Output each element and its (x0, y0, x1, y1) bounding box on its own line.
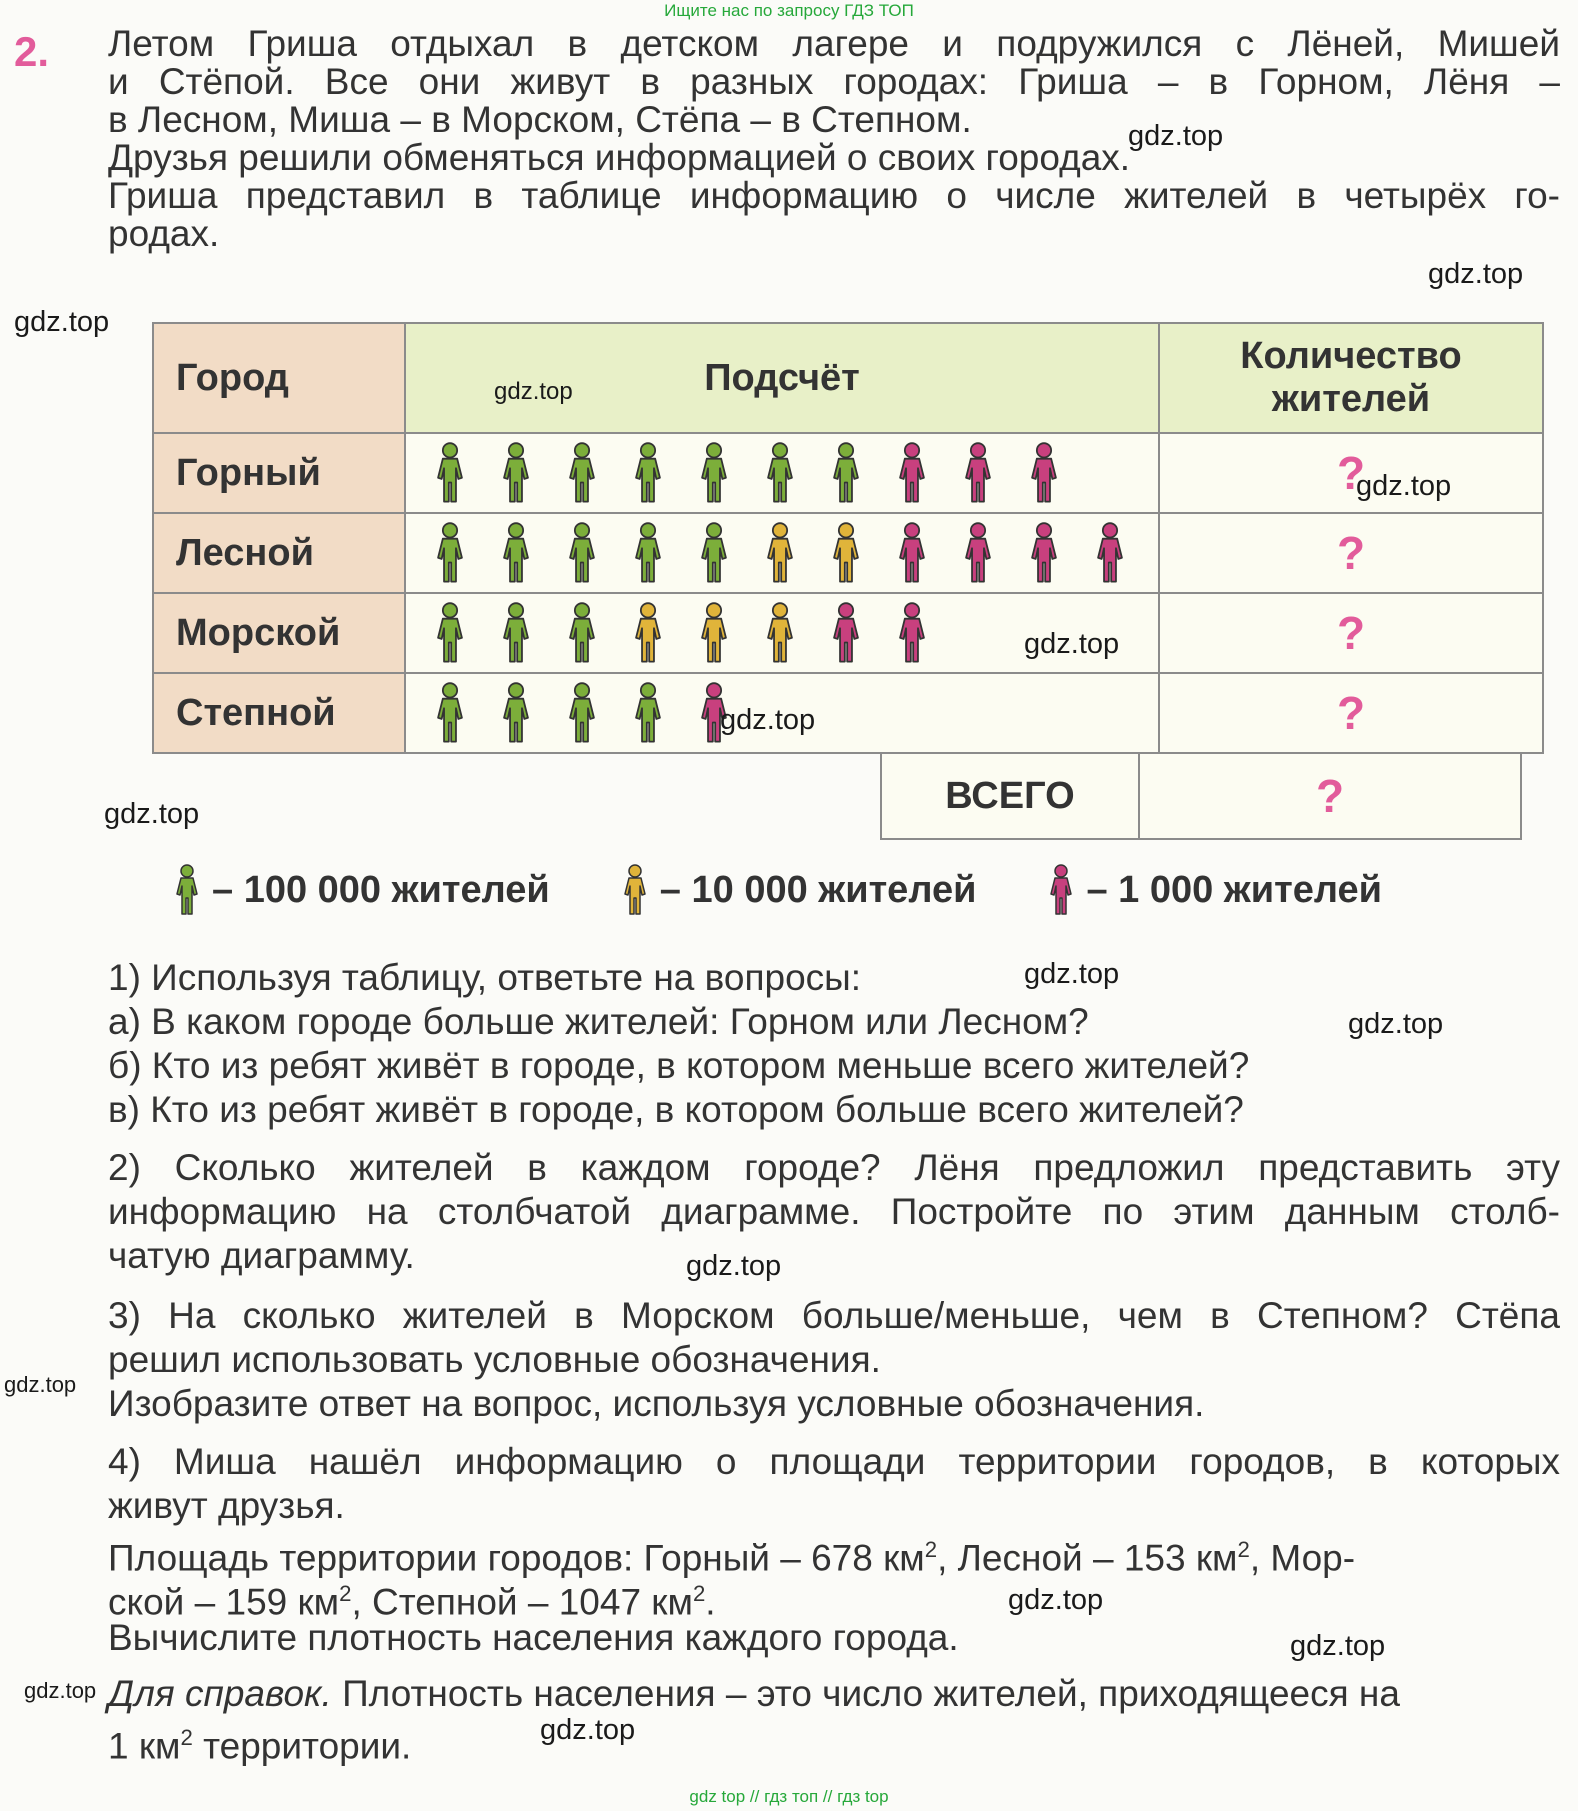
person-green-icon (682, 522, 746, 584)
watermark: gdz.top (104, 798, 200, 830)
person-green-icon (616, 442, 680, 504)
intro-line: Друзья решили обменяться информацией о своих городах. (108, 137, 1131, 178)
person-yellow-icon (748, 522, 812, 584)
top-banner: Ищите нас по запросу ГДЗ ТОП (664, 1, 914, 20)
person-green-icon (748, 442, 812, 504)
people-cell: ? (1159, 593, 1543, 673)
table-header-row (153, 323, 1543, 433)
person-green-icon (484, 522, 548, 584)
person-green-icon (550, 442, 614, 504)
person-pink-icon (1012, 522, 1076, 584)
question-4: Вычислите плотность населения каждого города. (108, 1617, 959, 1658)
watermark: gdz.top (686, 1250, 782, 1282)
watermark: gdz.top (494, 378, 573, 405)
total-label: ВСЕГО (882, 754, 1140, 838)
person-yellow-icon (814, 522, 878, 584)
question-3: Изобразите ответ на вопрос, используя условные обозначения. (108, 1383, 1205, 1424)
legend-item: – 100 000 жителей (166, 864, 550, 916)
person-yellow-icon (614, 864, 656, 916)
person-pink-icon (946, 442, 1010, 504)
watermark: gdz.top (1290, 1630, 1386, 1662)
watermark: gdz.top (1128, 120, 1224, 152)
people-cell: ? (1159, 433, 1543, 513)
legend-item: – 1 000 жителей (1040, 864, 1382, 916)
area-line: Площадь территории городов: Горный – 678 $км^2$, Лесной – 153 $км^2$, Мор- (108, 1537, 1356, 1579)
person-green-icon (484, 442, 548, 504)
watermark: gdz.top (14, 306, 110, 338)
watermark: gdz.top (1008, 1584, 1104, 1616)
header-people: Количество жителей (1159, 323, 1543, 433)
table-row (153, 593, 1543, 673)
table-row (153, 513, 1543, 593)
question-1: 1) Используя таблицу, ответьте на вопросы: (108, 957, 862, 998)
city-cell: Морской (153, 593, 405, 673)
person-pink-icon (880, 522, 944, 584)
city-cell: Степной (153, 673, 405, 753)
question-3: 3) На сколько жителей в Морском больше/меньше, чем в Степном? Стёпа (108, 1295, 1560, 1336)
table-row (153, 433, 1543, 513)
bottom-banner: gdz top // гдз топ // гдз top (689, 1787, 889, 1806)
person-green-icon (418, 682, 482, 744)
question-1b: б) Кто из ребят живёт в городе, в котором меньше всего жителей? (108, 1045, 1250, 1086)
question-2: информацию на столбчатой диаграмме. Постройте по этим данным столб- (108, 1191, 1560, 1232)
header-city: Город (153, 323, 405, 433)
person-green-icon (418, 602, 482, 664)
person-green-icon (550, 682, 614, 744)
person-green-icon (418, 442, 482, 504)
header-count: Подсчёт (405, 323, 1159, 433)
task-number: 2. (14, 28, 50, 75)
city-cell: Горный (153, 433, 405, 513)
person-green-icon (484, 602, 548, 664)
watermark: gdz.top (24, 1678, 97, 1703)
tally-cell (405, 513, 1159, 593)
watermark: gdz.top (1024, 958, 1120, 990)
question-2: 2) Сколько жителей в каждом городе? Лёня предложил представить эту (108, 1147, 1560, 1188)
watermark: gdz.top (4, 1372, 77, 1397)
person-green-icon (616, 682, 680, 744)
people-cell: ? (1159, 513, 1543, 593)
question-3: решил использовать условные обозначения. (108, 1339, 881, 1380)
intro-line: Летом Гриша отдыхал в детском лагере и подружился с Лёней, Мишей (108, 23, 1560, 64)
person-pink-icon (1078, 522, 1142, 584)
person-green-icon (166, 864, 208, 916)
question-4: 4) Миша нашёл информацию о площади территории городов, в которых (108, 1441, 1560, 1482)
person-green-icon (616, 522, 680, 584)
person-green-icon (550, 522, 614, 584)
table-row (153, 673, 1543, 753)
person-green-icon (484, 682, 548, 744)
intro-line: родах. (108, 213, 220, 254)
person-yellow-icon (682, 602, 746, 664)
person-yellow-icon (616, 602, 680, 664)
person-yellow-icon (748, 602, 812, 664)
legend (166, 864, 1566, 916)
person-pink-icon (880, 442, 944, 504)
watermark: gdz.top (540, 1714, 636, 1746)
intro-line: и Стёпой. Все они живут в разных городах: Гриша – в Горном, Лёня – (108, 61, 1560, 102)
person-pink-icon (946, 522, 1010, 584)
tally-cell (405, 433, 1159, 513)
population-table (152, 322, 1544, 754)
legend-item: – 10 000 жителей (614, 864, 977, 916)
people-cell: ? (1159, 673, 1543, 753)
city-cell: Лесной (153, 513, 405, 593)
watermark: gdz.top (1348, 1008, 1444, 1040)
total-row (880, 752, 1522, 840)
total-value: ? (1315, 770, 1345, 822)
person-green-icon (682, 442, 746, 504)
person-green-icon (550, 602, 614, 664)
watermark: gdz.top (720, 704, 816, 736)
person-pink-icon (814, 602, 878, 664)
question-1c: в) Кто из ребят живёт в городе, в котором больше всего жителей? (108, 1089, 1244, 1130)
person-green-icon (814, 442, 878, 504)
person-pink-icon (1012, 442, 1076, 504)
watermark: gdz.top (1428, 258, 1524, 290)
question-2: чатую диаграмму. (108, 1235, 415, 1276)
watermark: gdz.top (1024, 628, 1120, 660)
question-4: живут друзья. (108, 1485, 345, 1526)
intro-line: в Лесном, Миша – в Морском, Стёпа – в Степном. (108, 99, 972, 140)
person-green-icon (418, 522, 482, 584)
reference-note: 1 $км^2$ территории. (108, 1725, 412, 1767)
person-pink-icon (1040, 864, 1082, 916)
person-pink-icon (880, 602, 944, 664)
area-line: ской – 159 $км^2$, Степной – 1047 $км^2$. (108, 1581, 716, 1623)
intro-line: Гриша представил в таблице информацию о числе жителей в четырёх го- (108, 175, 1560, 216)
question-1a: а) В каком городе больше жителей: Горном или Лесном? (108, 1001, 1089, 1042)
watermark: gdz.top (1356, 470, 1452, 502)
reference-note: Для справок. Плотность населения – это число жителей, приходящееся на (108, 1673, 1400, 1714)
